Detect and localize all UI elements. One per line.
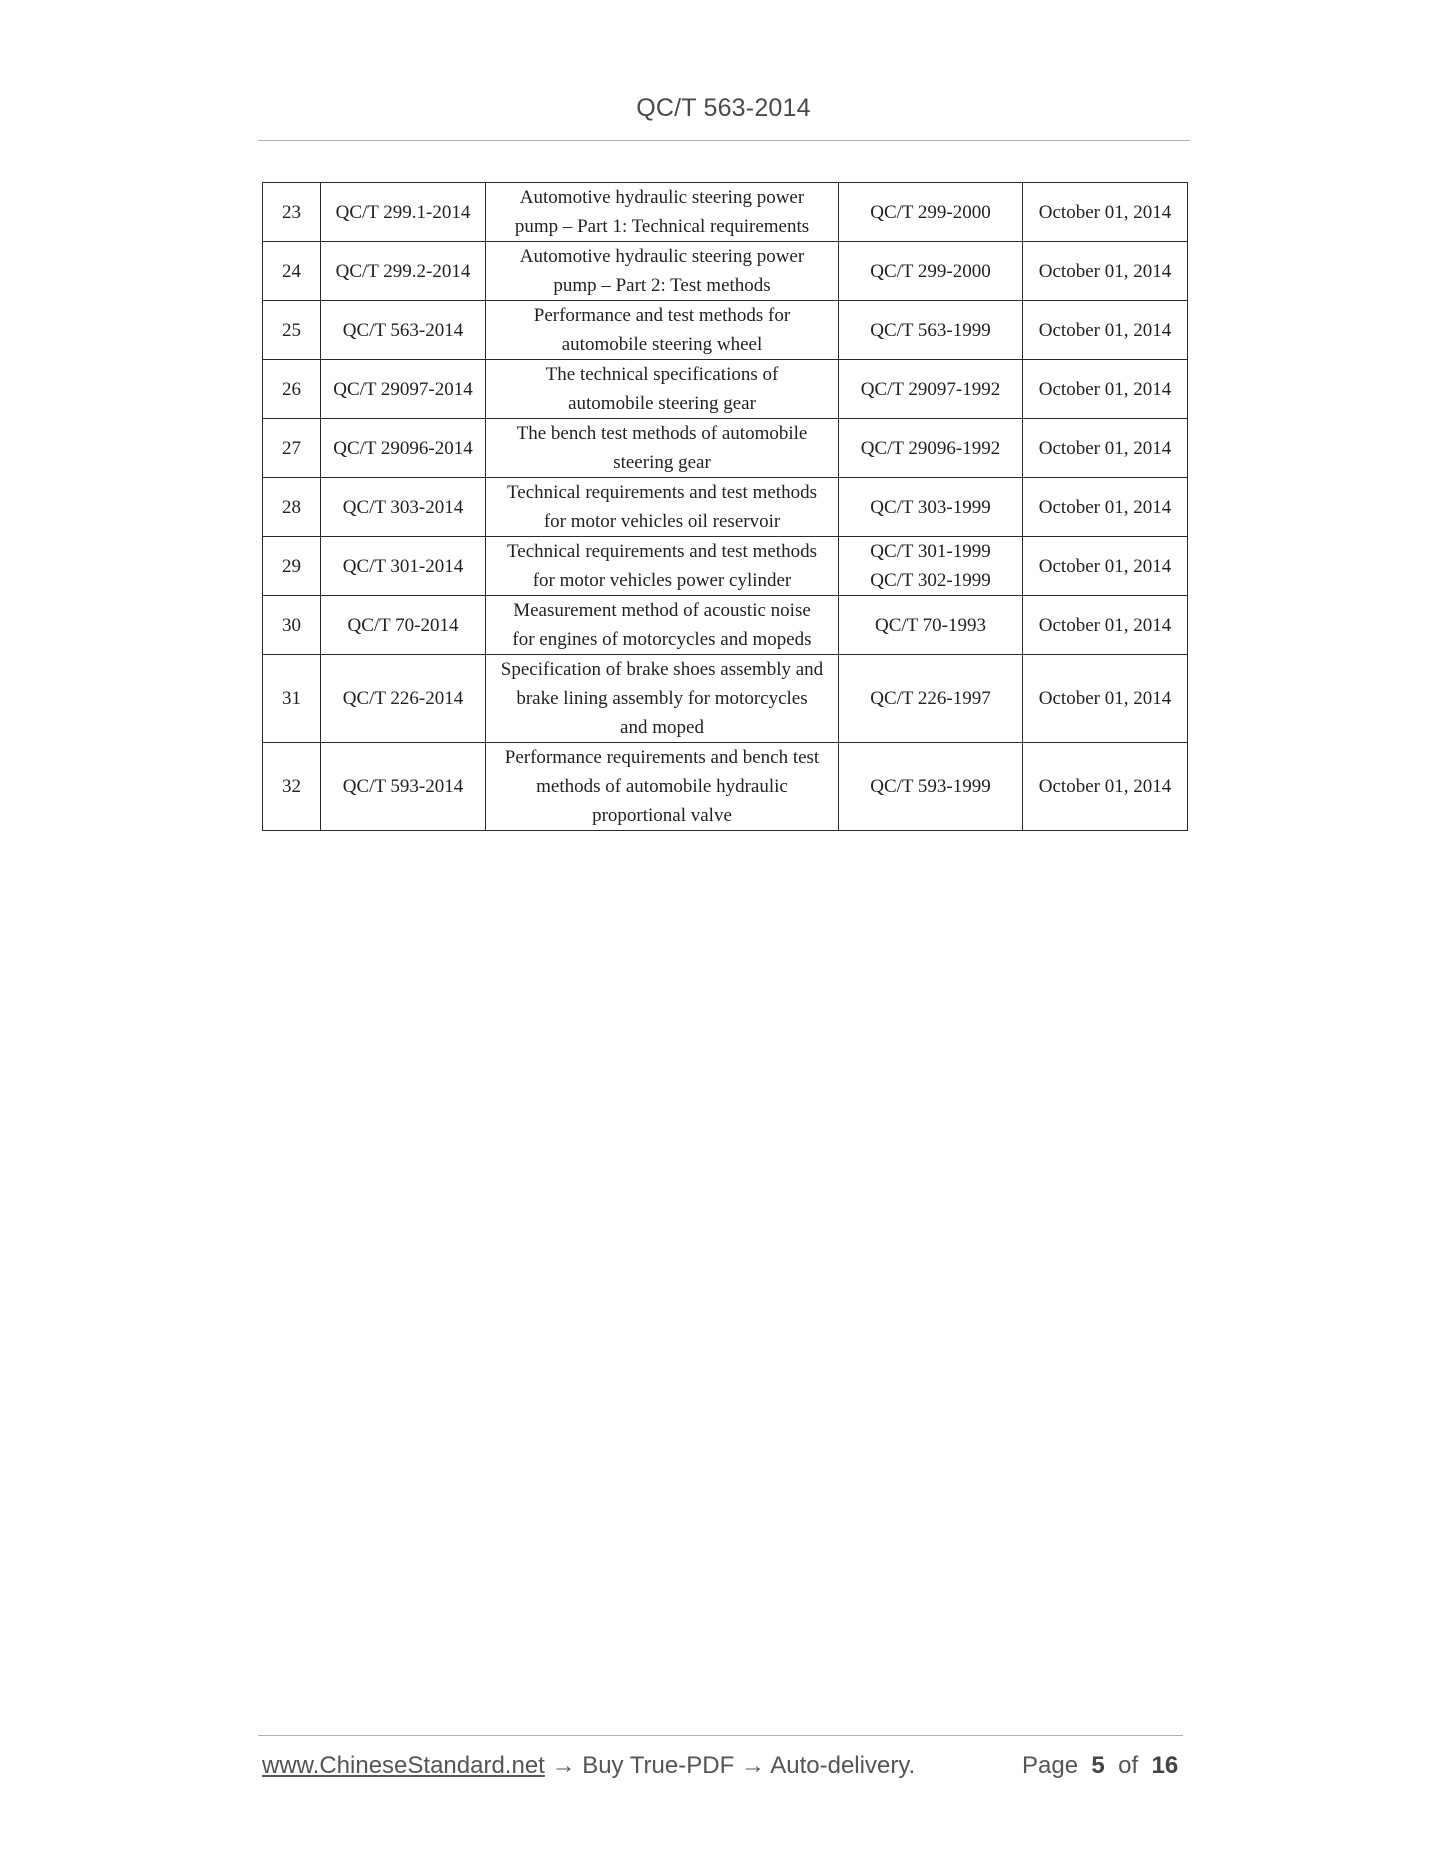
buy-text: Buy True-PDF: [582, 1752, 735, 1779]
cell-description-line: brake lining assembly for motorcycles: [516, 688, 808, 709]
cell-description-line: The bench test methods of automobile: [516, 423, 808, 444]
cell-implementation-date: October 01, 2014: [1023, 743, 1188, 831]
page-number: [1022, 1752, 1178, 1780]
cell-description-line: for motor vehicles oil reservoir: [543, 511, 781, 532]
table-row: [263, 596, 1188, 655]
site-link[interactable]: www.ChineseStandard.net: [262, 1752, 545, 1779]
cell-standard-code: QC/T 301-2014: [321, 537, 486, 596]
of-label: of: [1118, 1752, 1139, 1779]
cell-replaced-standard: [839, 655, 1023, 743]
table-row: [263, 301, 1188, 360]
cell-number: 26: [263, 360, 321, 419]
cell-implementation-date: October 01, 2014: [1023, 478, 1188, 537]
cell-replaced-standard: [839, 419, 1023, 478]
standards-table: [262, 182, 1188, 831]
cell-description: [486, 743, 839, 831]
cell-standard-code: QC/T 593-2014: [321, 743, 486, 831]
cell-replaced-standard: [839, 478, 1023, 537]
cell-implementation-date: October 01, 2014: [1023, 360, 1188, 419]
cell-standard-code: QC/T 29096-2014: [321, 419, 486, 478]
standards-table-body: [263, 183, 1188, 831]
table-row: [263, 537, 1188, 596]
page-header-title: QC/T 563-2014: [636, 94, 811, 122]
cell-replaced-standard: [839, 183, 1023, 242]
cell-replaced-standard: [839, 743, 1023, 831]
page-total: 16: [1151, 1752, 1179, 1779]
table-row: [263, 478, 1188, 537]
cell-implementation-date: October 01, 2014: [1023, 537, 1188, 596]
cell-description-line: pump – Part 1: Technical requirements: [514, 216, 810, 237]
cell-description: [486, 360, 839, 419]
arrow-right-icon: →: [544, 1752, 583, 1779]
cell-replaced-standard: [839, 360, 1023, 419]
cell-replaced-standard-line: QC/T 303-1999: [870, 496, 991, 518]
table-row: [263, 242, 1188, 301]
table-row: [263, 419, 1188, 478]
cell-implementation-date: October 01, 2014: [1023, 419, 1188, 478]
cell-replaced-standard-line: QC/T 299-2000: [870, 201, 991, 223]
cell-number: 27: [263, 419, 321, 478]
footer-promo: [262, 1752, 915, 1780]
cell-replaced-standard-line: QC/T 299-2000: [870, 260, 991, 282]
header-divider: [258, 140, 1190, 141]
cell-replaced-standard-line: QC/T 29097-1992: [860, 378, 1001, 400]
cell-description: [486, 419, 839, 478]
cell-number: 23: [263, 183, 321, 242]
cell-description: [486, 183, 839, 242]
page-current: 5: [1091, 1752, 1105, 1779]
cell-description-line: Measurement method of acoustic noise: [513, 600, 811, 621]
cell-description-line: Automotive hydraulic steering power: [519, 246, 805, 267]
table-row: [263, 183, 1188, 242]
cell-number: 30: [263, 596, 321, 655]
cell-replaced-standard: [839, 537, 1023, 596]
cell-description: [486, 242, 839, 301]
cell-description: [486, 596, 839, 655]
cell-number: 31: [263, 655, 321, 743]
cell-implementation-date: October 01, 2014: [1023, 301, 1188, 360]
cell-description-line: proportional valve: [592, 805, 732, 826]
cell-replaced-standard: [839, 596, 1023, 655]
cell-description-line: Performance and test methods for: [533, 305, 791, 326]
cell-replaced-standard-line: QC/T 301-1999: [870, 541, 991, 562]
footer-divider: [258, 1735, 1183, 1736]
cell-number: 29: [263, 537, 321, 596]
cell-description-line: automobile steering gear: [568, 393, 756, 414]
cell-standard-code: QC/T 303-2014: [321, 478, 486, 537]
cell-replaced-standard: [839, 242, 1023, 301]
cell-standard-code: QC/T 29097-2014: [321, 360, 486, 419]
cell-replaced-standard: [839, 301, 1023, 360]
cell-description-line: Technical requirements and test methods: [507, 541, 817, 562]
cell-description-line: methods of automobile hydraulic: [536, 776, 788, 797]
cell-standard-code: QC/T 226-2014: [321, 655, 486, 743]
page-label: Page: [1022, 1752, 1079, 1779]
cell-replaced-standard-line: QC/T 29096-1992: [860, 437, 1001, 459]
cell-standard-code: QC/T 299.2-2014: [321, 242, 486, 301]
cell-description: [486, 655, 839, 743]
cell-number: 32: [263, 743, 321, 831]
table-row: [263, 655, 1188, 743]
cell-description-line: Specification of brake shoes assembly and: [500, 659, 824, 680]
cell-replaced-standard-line: QC/T 70-1993: [874, 614, 986, 636]
cell-number: 25: [263, 301, 321, 360]
cell-replaced-standard-line: QC/T 563-1999: [870, 319, 991, 341]
cell-description-line: for engines of motorcycles and mopeds: [512, 629, 812, 650]
cell-description-line: pump – Part 2: Test methods: [553, 275, 771, 296]
cell-standard-code: QC/T 563-2014: [321, 301, 486, 360]
cell-description-line: The technical specifications of: [545, 364, 779, 385]
cell-number: 28: [263, 478, 321, 537]
cell-description-line: Technical requirements and test methods: [507, 482, 817, 503]
cell-standard-code: QC/T 70-2014: [321, 596, 486, 655]
cell-description-line: for motor vehicles power cylinder: [532, 570, 792, 591]
cell-description: [486, 537, 839, 596]
cell-replaced-standard-line: QC/T 593-1999: [870, 776, 991, 797]
cell-description-line: and moped: [620, 717, 704, 738]
cell-description-line: steering gear: [613, 452, 711, 473]
cell-implementation-date: October 01, 2014: [1023, 242, 1188, 301]
cell-implementation-date: October 01, 2014: [1023, 655, 1188, 743]
cell-number: 24: [263, 242, 321, 301]
delivery-text: Auto-delivery.: [770, 1752, 916, 1779]
arrow-right-icon: →: [734, 1752, 771, 1779]
table-row: [263, 743, 1188, 831]
cell-implementation-date: October 01, 2014: [1023, 596, 1188, 655]
cell-replaced-standard-line: QC/T 302-1999: [870, 570, 991, 591]
cell-replaced-standard-line: QC/T 226-1997: [870, 688, 991, 709]
table-row: [263, 360, 1188, 419]
cell-description: [486, 478, 839, 537]
cell-description-line: automobile steering wheel: [561, 334, 763, 355]
cell-description-line: Performance requirements and bench test: [504, 747, 820, 768]
cell-description: [486, 301, 839, 360]
cell-implementation-date: October 01, 2014: [1023, 183, 1188, 242]
cell-standard-code: QC/T 299.1-2014: [321, 183, 486, 242]
cell-description-line: Automotive hydraulic steering power: [519, 187, 805, 208]
